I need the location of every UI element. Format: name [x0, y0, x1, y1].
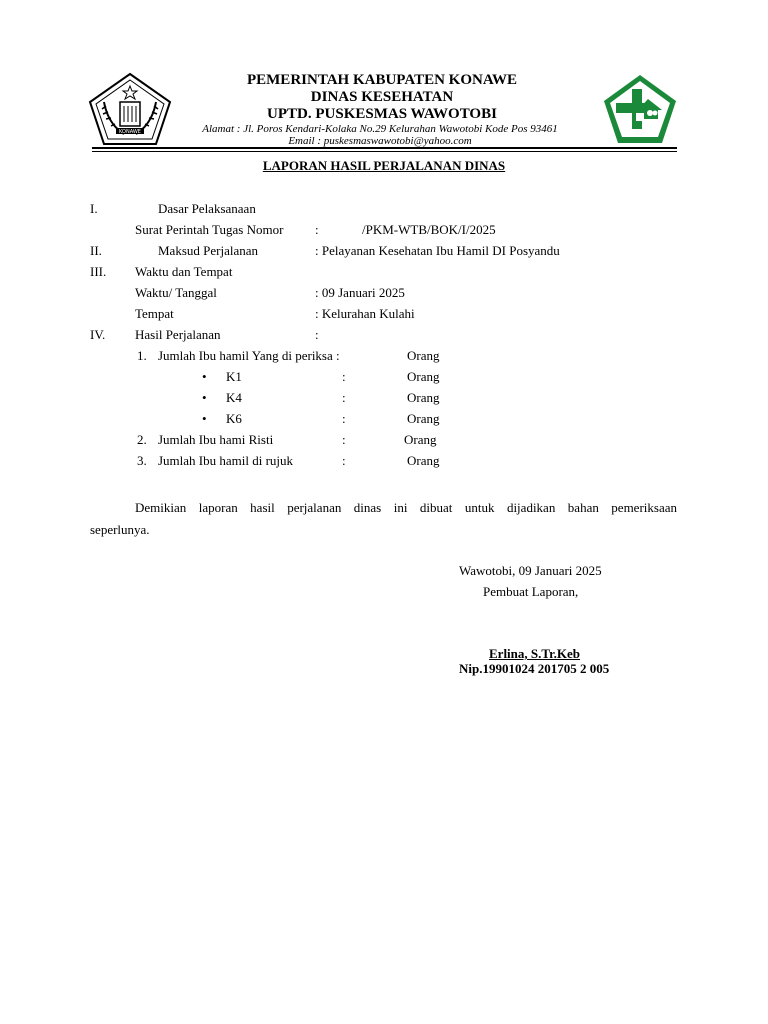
bullet-k6: • [202, 411, 207, 426]
letterhead-email: Email : puskesmaswawotobi@yahoo.com [288, 135, 472, 147]
tempat-value: : Kelurahan Kulahi [315, 306, 415, 321]
tempat-label: Tempat [135, 306, 174, 321]
k6-colon: : [342, 411, 346, 426]
bullet-k1: • [202, 369, 207, 384]
letterhead-line2: DINAS KESEHATAN [310, 89, 454, 105]
result-item-3-label: Jumlah Ibu hamil di rujuk [158, 453, 294, 468]
letterhead-line3: UPTD. PUSKESMAS WAWOTOBI [267, 106, 497, 122]
surat-label: Surat Perintah Tugas Nomor [135, 222, 284, 237]
k1-label: K1 [226, 369, 242, 384]
waktu-label: Waktu/ Tanggal [135, 285, 217, 300]
section-2-value: : Pelayanan Kesehatan Ibu Hamil DI Posyandu [315, 243, 560, 258]
section-2-number: II. [90, 243, 102, 258]
document-title: LAPORAN HASIL PERJALANAN DINAS [262, 158, 506, 173]
puskesmas-logo [602, 73, 678, 145]
section-3-label: Waktu dan Tempat [135, 264, 233, 279]
k4-colon: : [342, 390, 346, 405]
surat-colon: : [315, 222, 319, 237]
section-1-number: I. [90, 201, 98, 216]
section-2-label: Maksud Perjalanan [158, 243, 259, 258]
konawe-crest-logo [88, 72, 172, 146]
result-item-1-label: Jumlah Ibu hamil Yang di periksa : [158, 348, 340, 363]
k1-unit: Orang [407, 369, 440, 384]
section-1-label: Dasar Pelaksanaan [158, 201, 256, 216]
result-item-2-unit: Orang [404, 432, 437, 447]
closing-paragraph-line2: seperlunya. [90, 522, 150, 537]
result-item-3-number: 3. [137, 453, 147, 468]
waktu-value: : 09 Januari 2025 [315, 285, 405, 300]
k6-label: K6 [226, 411, 242, 426]
result-item-1-unit: Orang [407, 348, 440, 363]
section-3-number: III. [90, 264, 107, 279]
k4-unit: Orang [407, 390, 440, 405]
section-4-colon: : [315, 327, 319, 342]
section-4-number: IV. [90, 327, 106, 342]
signature-place-date: Wawotobi, 09 Januari 2025 [459, 563, 602, 578]
letterhead-line1: PEMERINTAH KABUPATEN KONAWE [246, 72, 517, 88]
result-item-3-unit: Orang [407, 453, 440, 468]
k1-colon: : [342, 369, 346, 384]
crest-text: KONAWE [119, 129, 141, 135]
k6-unit: Orang [407, 411, 440, 426]
signature-nip: Nip.19901024 201705 2 005 [459, 661, 610, 676]
result-item-2-label: Jumlah Ibu hami Risti [158, 432, 274, 447]
k4-label: K4 [226, 390, 242, 405]
closing-paragraph-line1: Demikian laporan hasil perjalanan dinas ini dibuat untuk dijadikan bahan pemeriksaan [135, 500, 677, 515]
result-item-2-colon: : [342, 432, 346, 447]
surat-value: /PKM-WTB/BOK/I/2025 [362, 222, 496, 237]
result-item-1-number: 1. [137, 348, 147, 363]
result-item-2-number: 2. [137, 432, 147, 447]
result-item-3-colon: : [342, 453, 346, 468]
signature-role: Pembuat Laporan, [483, 584, 579, 599]
bullet-k4: • [202, 390, 207, 405]
signature-name: Erlina, S.Tr.Keb [489, 646, 581, 661]
letterhead-address: Alamat : Jl. Poros Kendari-Kolaka No.29 Kelurahan Wawotobi Kode Pos 93461 [202, 123, 558, 135]
section-4-label: Hasil Perjalanan [135, 327, 221, 342]
